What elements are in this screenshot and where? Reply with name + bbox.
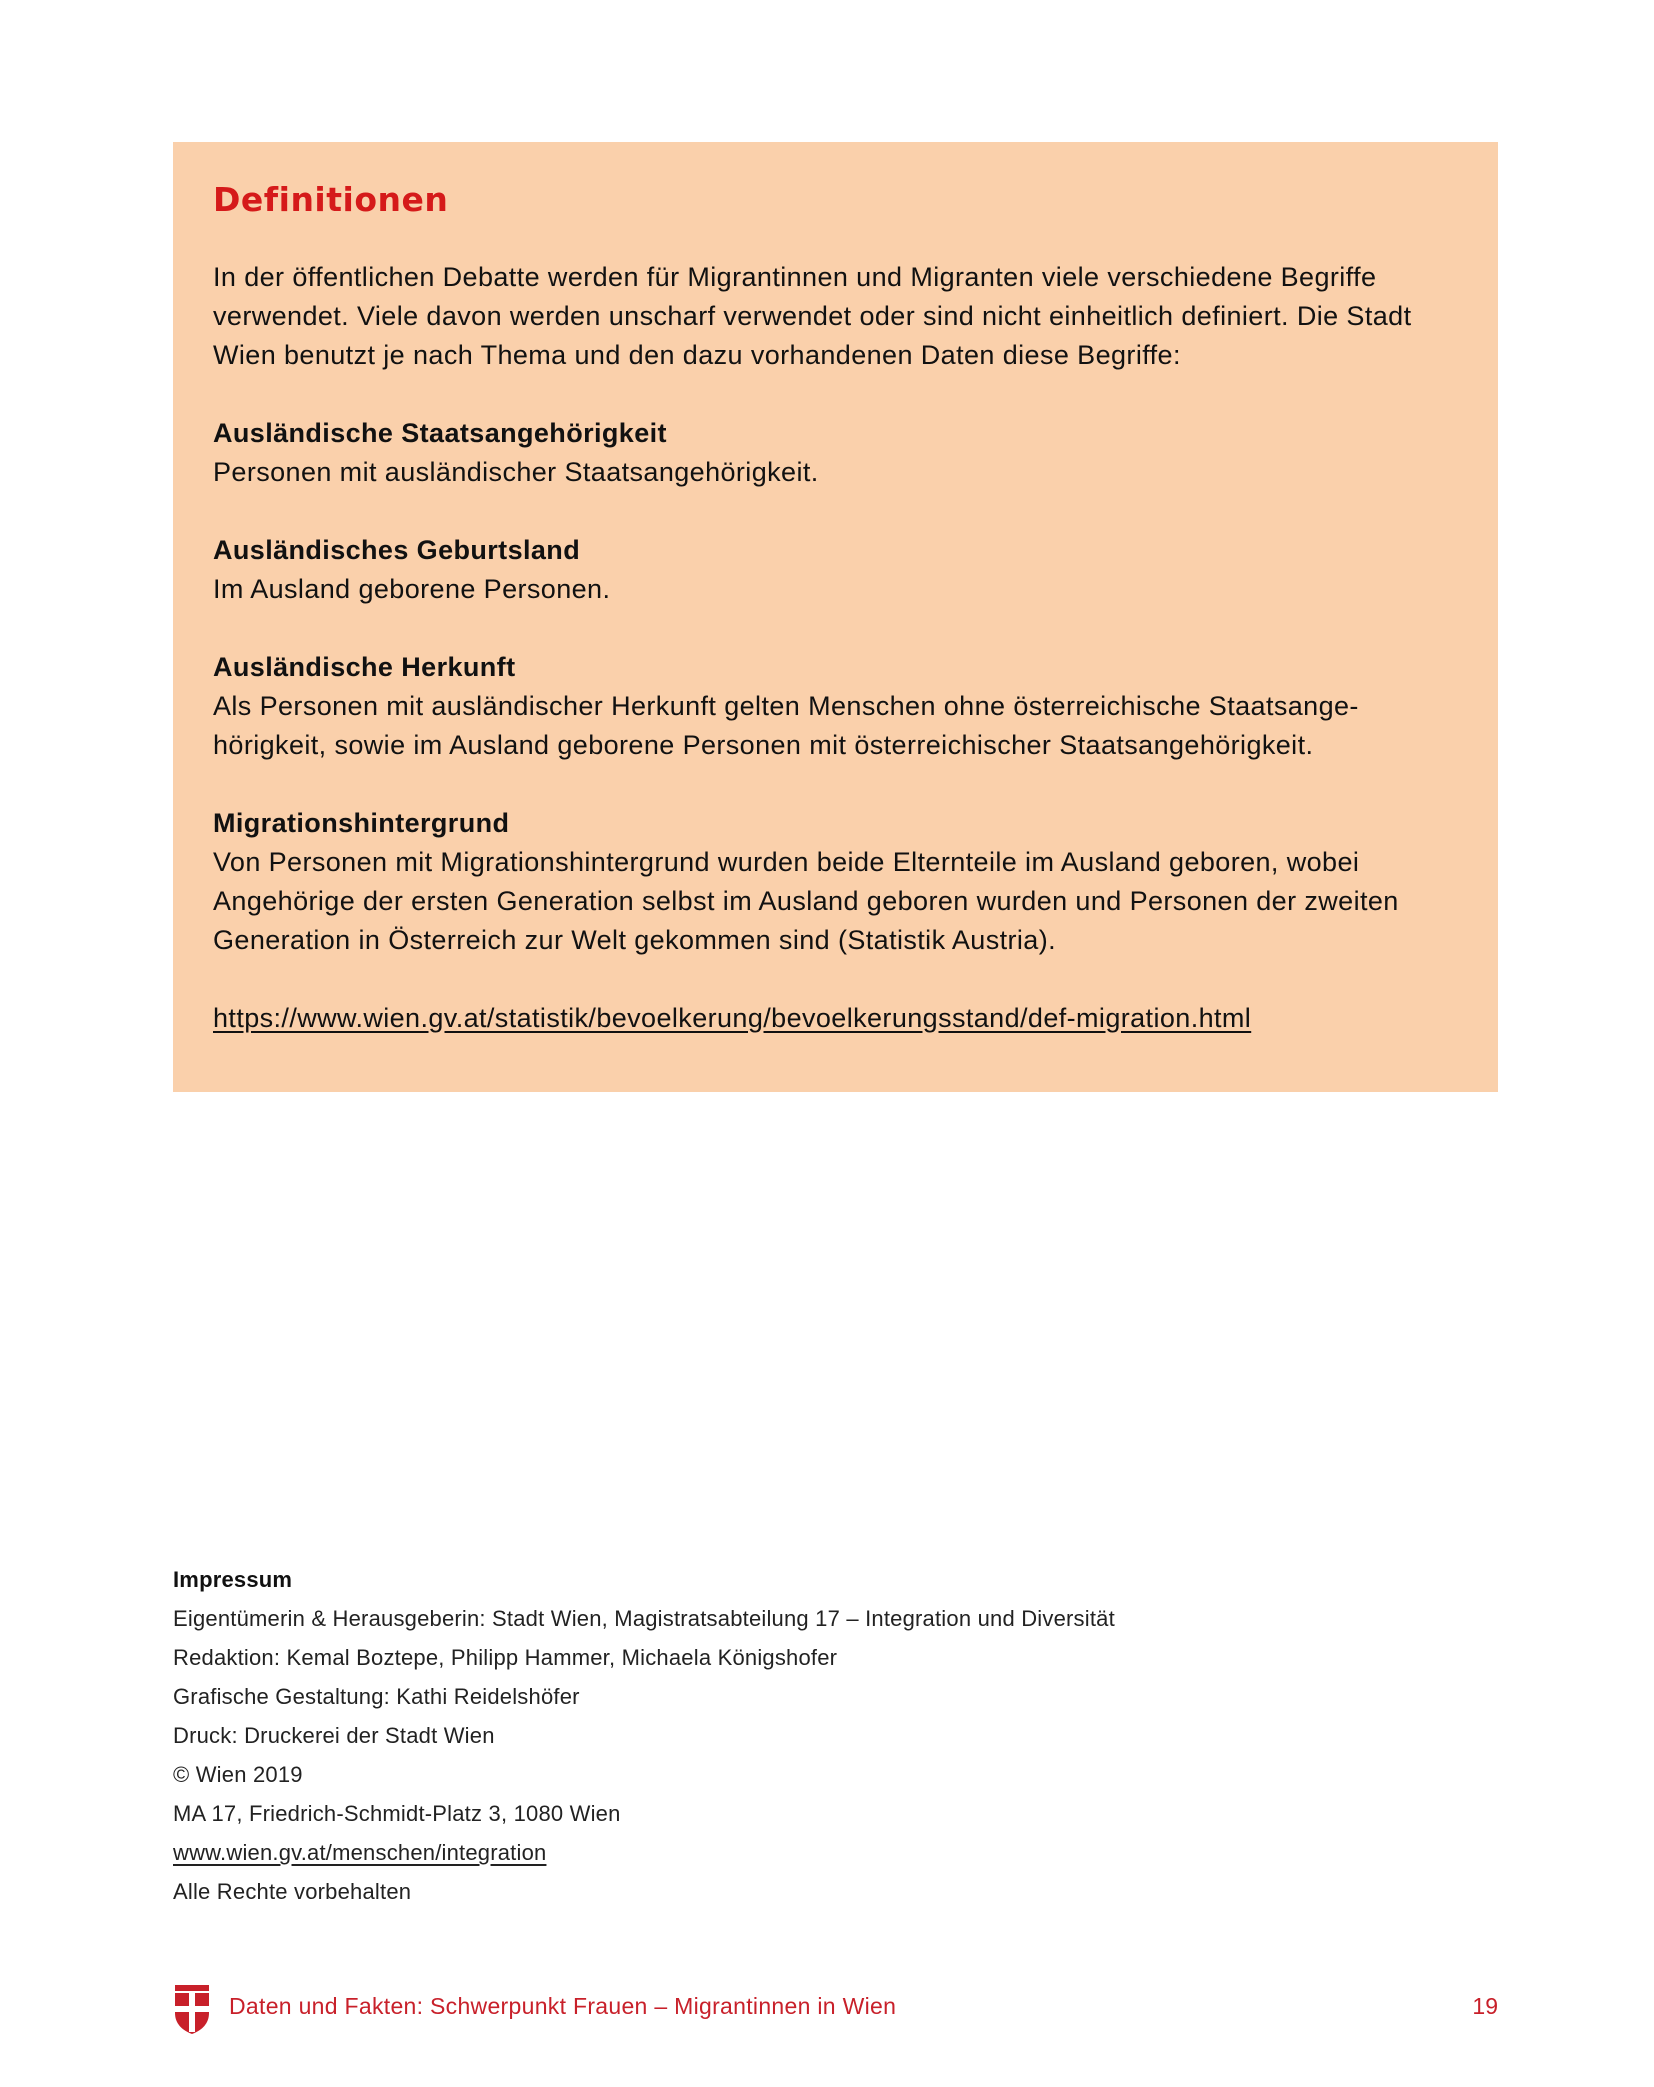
shield-cross-horizontal (175, 2006, 209, 2012)
definition-text: Von Personen mit Migrationshintergrund wurden beide Elternteile im Ausland geboren, wobei Angehörige der ersten Generation selbst im Ausland geboren wurden und Personen der zweiten Generation in Österreich zur Welt gekommen sind (Statistik Austria). (213, 846, 1399, 955)
definition-text: Als Personen mit ausländischer Herkunft gelten Menschen ohne österreichische Staatsange-hörigkeit, sowie im Ausland geborene Personen mit österreichischer Staatsangehörigkeit. (213, 690, 1359, 760)
impressum-line: Redaktion: Kemal Boztepe, Philipp Hammer, Michaela Königshofer (173, 1645, 838, 1670)
definition-term: Ausländisches Geburtsland (213, 534, 581, 565)
impressum-line: Grafische Gestaltung: Kathi Reidelshöfer (173, 1684, 580, 1709)
definitions-title: Definitionen (213, 180, 449, 219)
definition-item (213, 414, 1458, 492)
impressum-line: Druck: Druckerei der Stadt Wien (173, 1723, 495, 1748)
definition-term: Ausländische Staatsangehörigkeit (213, 417, 667, 448)
definitions-source-link[interactable]: https://www.wien.gv.at/statistik/bevoelkerung/bevoelkerungsstand/def-migration.html (213, 1002, 1252, 1033)
footer-title: Daten und Fakten: Schwerpunkt Frauen – Migrantinnen in Wien (229, 1993, 897, 2019)
impressum-title: Impressum (173, 1567, 293, 1592)
definition-text: Im Ausland geborene Personen. (213, 573, 611, 604)
definition-term: Migrationshintergrund (213, 807, 510, 838)
impressum-line: © Wien 2019 (173, 1762, 303, 1787)
definition-item (213, 804, 1458, 960)
page-number: 19 (1472, 1993, 1498, 2019)
definitions-intro: In der öffentlichen Debatte werden für Migrantinnen und Migranten viele verschiedene Begriffe verwendet. Viele davon werden unscharf verwendet oder sind nicht einheitlich definiert. Die Stadt Wien benutzt je nach Thema und den dazu vorhandenen Daten diese Begriffe: (213, 261, 1412, 370)
impressum-link[interactable]: www.wien.gv.at/menschen/integration (173, 1840, 547, 1865)
definition-text: Personen mit ausländischer Staatsangehörigkeit. (213, 456, 819, 487)
definitions-box (173, 142, 1498, 1092)
impressum-line: Eigentümerin & Herausgeberin: Stadt Wien, Magistratsabteilung 17 – Integration und Diversität (173, 1606, 1115, 1631)
impressum (173, 1560, 1373, 1911)
definition-item (213, 648, 1458, 765)
impressum-line: MA 17, Friedrich-Schmidt-Platz 3, 1080 Wien (173, 1801, 621, 1826)
definition-term: Ausländische Herkunft (213, 651, 516, 682)
page-footer (173, 1983, 1498, 2035)
shield-cross-vertical (189, 1993, 195, 2032)
definition-item (213, 531, 1458, 609)
vienna-coat-of-arms-icon (173, 1983, 211, 2035)
impressum-link-line (173, 1833, 1373, 1872)
impressum-rights: Alle Rechte vorbehalten (173, 1879, 412, 1904)
shield-top-band (175, 1985, 209, 1991)
